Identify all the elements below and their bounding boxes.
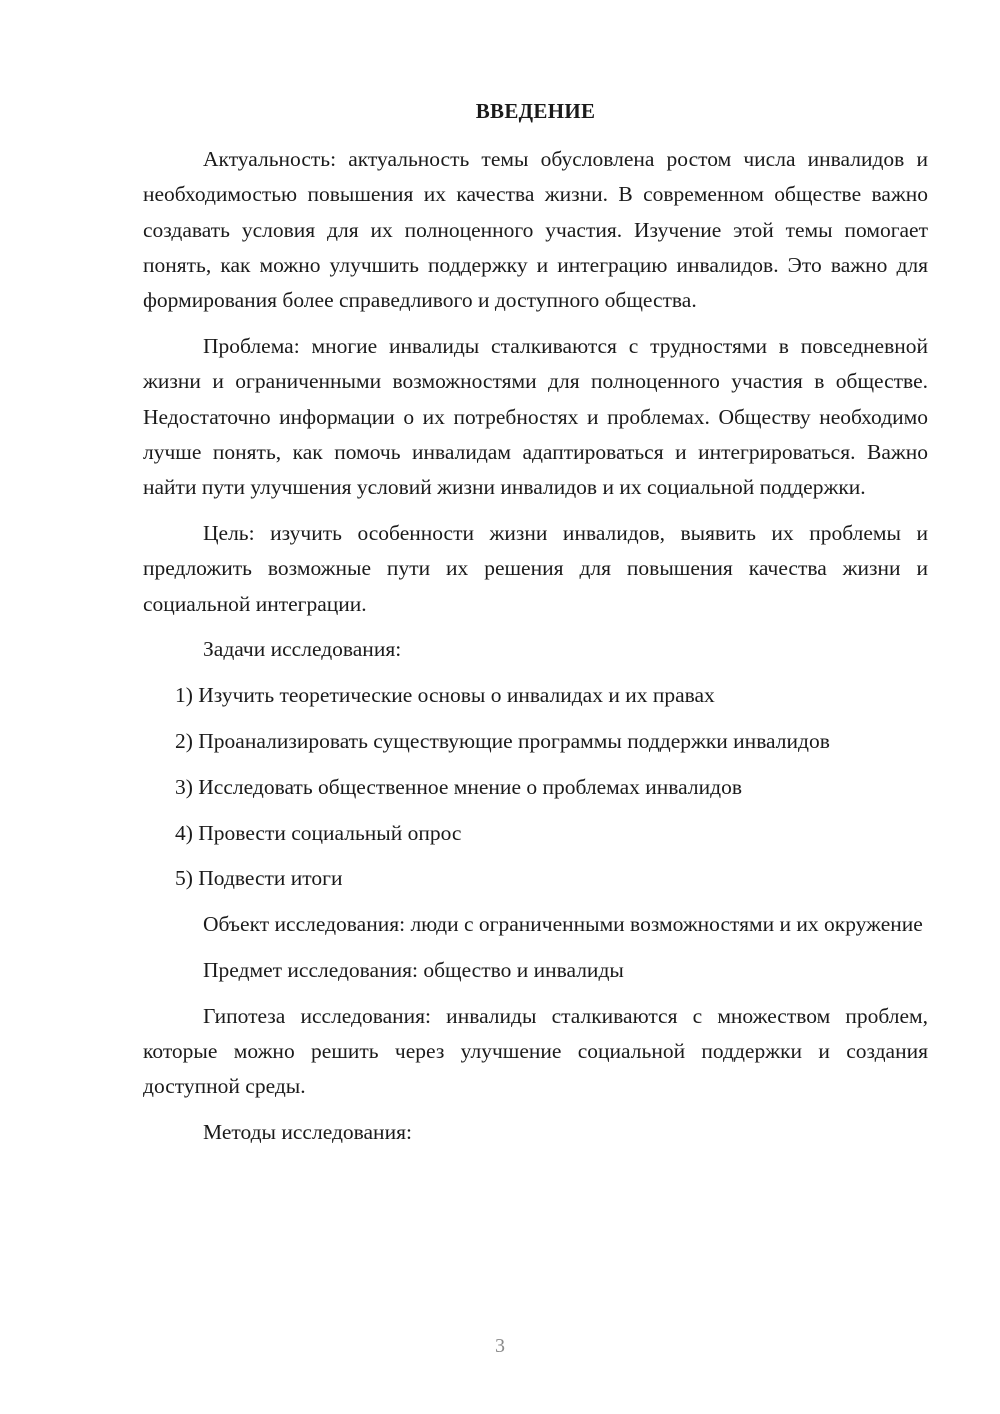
list-item-task-3: 3) Исследовать общественное мнение о проблемах инвалидов bbox=[175, 774, 742, 799]
document-body bbox=[143, 142, 928, 1150]
paragraph-relevance: Актуальность: актуальность темы обусловлена ростом числа инвалидов и необходимостью повышения их качества жизни. В современном обществе важно создавать условия для их полноценного участия. Изучение этой темы помогает понять, как можно улучшить поддержку и интеграцию инвалидов. Это важно для формирования более справедливого и доступного общества. bbox=[143, 147, 928, 313]
paragraph-hypothesis: Гипотеза исследования: инвалиды сталкиваются с множеством проблем, которые можно решить через улучшение социальной поддержки и создания доступной среды. bbox=[143, 1003, 928, 1099]
list-item-task-1: 1) Изучить теоретические основы о инвалидах и их правах bbox=[175, 683, 715, 708]
paragraph-subject: Предмет исследования: общество и инвалиды bbox=[203, 957, 624, 982]
paragraph-object: Объект исследования: люди с ограниченными возможностями и их окружение bbox=[203, 912, 923, 937]
paragraph-tasks-heading: Задачи исследования: bbox=[203, 637, 402, 662]
list-item-task-2: 2) Проанализировать существующие программы поддержки инвалидов bbox=[175, 728, 830, 753]
section-title: ВВЕДЕНИЕ bbox=[475, 99, 596, 123]
page-number: 3 bbox=[495, 1335, 505, 1357]
list-item-task-5: 5) Подвести итоги bbox=[175, 866, 343, 891]
paragraph-problem: Проблема: многие инвалиды сталкиваются с трудностями в повседневной жизни и ограниченными возможностями для полноценного участия в обществе. Недостаточно информации о их потребностях и проблемах. Обществу необходимо лучше понять, как помочь инвалидам адаптироваться и интегрироваться. Важно найти пути улучшения условий жизни инвалидов и их социальной поддержки. bbox=[143, 333, 928, 500]
paragraph-goal: Цель: изучить особенности жизни инвалидов, выявить их проблемы и предложить возможные пути их решения для повышения качества жизни и социальной интеграции. bbox=[143, 520, 928, 616]
paragraph-methods: Методы исследования: bbox=[203, 1120, 412, 1145]
list-item-task-4: 4) Провести социальный опрос bbox=[175, 820, 462, 845]
